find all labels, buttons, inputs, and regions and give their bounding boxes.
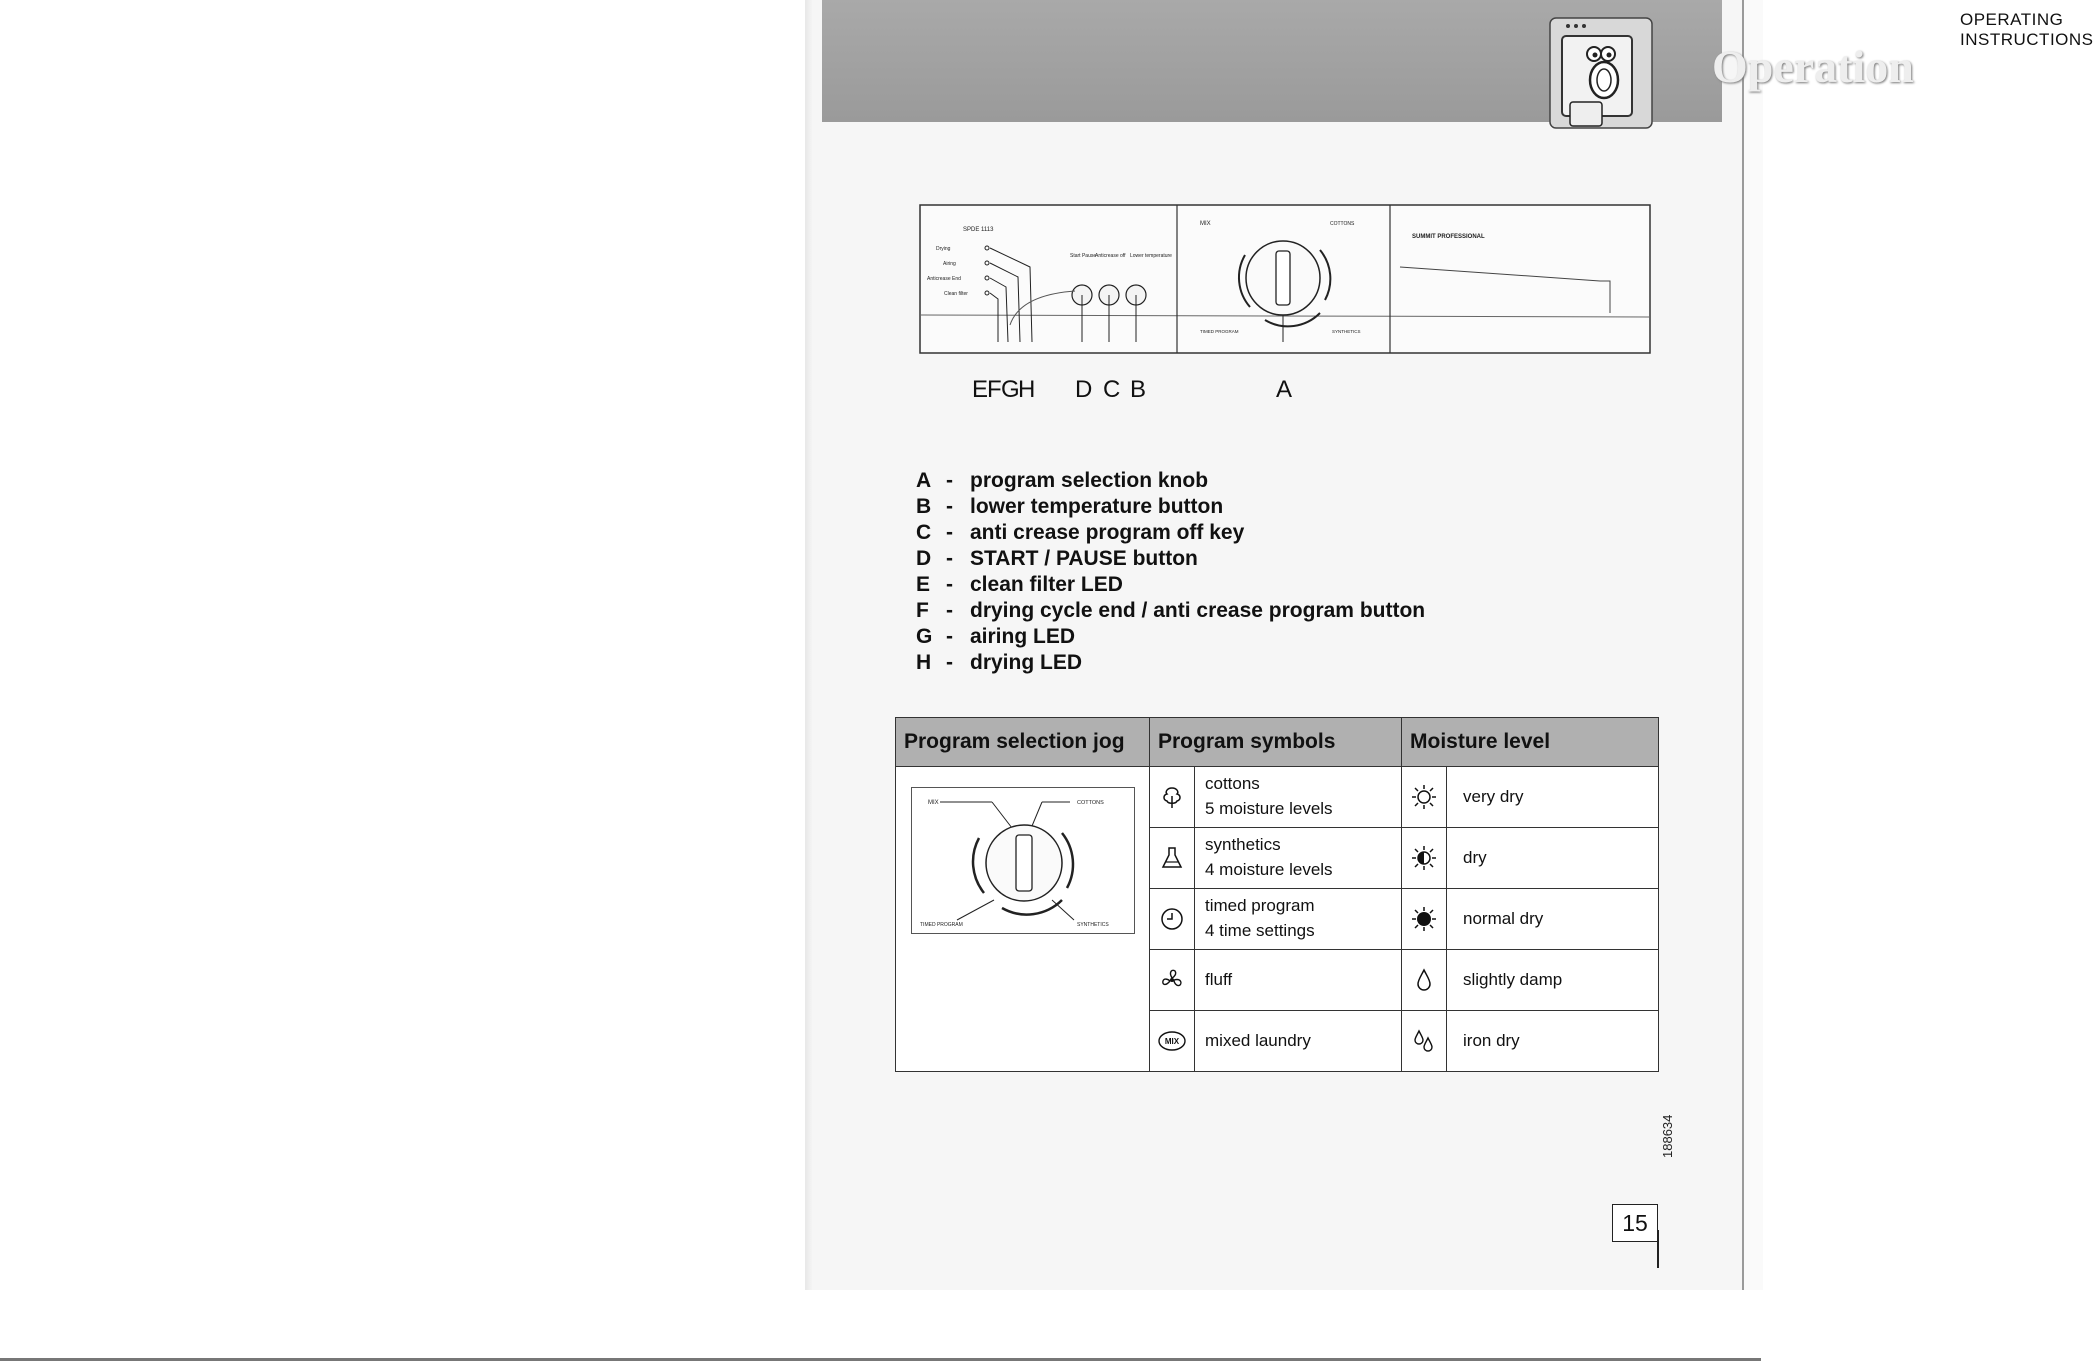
page-title: Operation: [1712, 41, 1914, 92]
jog-label-timed: TIMED PROGRAM: [919, 922, 963, 928]
page-number-rule: [1657, 1230, 1659, 1268]
legend-letter: H: [916, 651, 932, 674]
header-program-symbols: Program symbols: [1150, 718, 1402, 767]
mix-icon: [1157, 1028, 1187, 1054]
washing-machine-mascot-icon: [1548, 14, 1654, 132]
legend-letter: D: [916, 547, 932, 570]
legend-desc: START / PAUSE button: [970, 547, 1198, 570]
program-detail: 5 moisture levels: [1205, 799, 1333, 818]
sun-half-icon: [1411, 845, 1437, 871]
legend-dash: -: [946, 495, 953, 518]
control-panel-diagram: [900, 195, 1660, 405]
legend-letter: E: [916, 573, 931, 596]
sun-full-icon: [1411, 906, 1437, 932]
panel-model-label: SPDE 1113: [963, 227, 994, 233]
moisture-cell: [1402, 828, 1659, 889]
legend-letter: A: [916, 469, 932, 492]
program-name: fluff: [1205, 969, 1233, 989]
legend-item: [916, 546, 1425, 572]
document-code: 188634: [1660, 1114, 1675, 1158]
callout-b: B: [1130, 376, 1147, 403]
moisture-label: iron dry: [1463, 1030, 1520, 1050]
button-label-lower-temp: Lower temperature: [1130, 253, 1172, 259]
legend-desc: drying cycle end / anti crease program button: [970, 599, 1426, 622]
jog-label-mix: MIX: [927, 800, 939, 806]
legend-item: [916, 650, 1425, 676]
led-label-anticrease: Anticrease End: [927, 276, 961, 282]
section-subtitle: OPERATING INSTRUCTIONS: [1960, 10, 2094, 49]
led-label-filter: Clean filter: [944, 291, 968, 297]
legend-desc: airing LED: [970, 625, 1076, 648]
left-blank-page: [0, 0, 805, 1361]
jog-label-synthetics: SYNTHETICS: [1076, 922, 1109, 928]
program-symbol-cell: [1150, 950, 1402, 1011]
legend-item: [916, 494, 1425, 520]
legend-letter: B: [916, 495, 932, 518]
legend-desc: clean filter LED: [970, 573, 1123, 596]
callout-f: F: [987, 376, 1002, 403]
legend-item: [916, 598, 1425, 624]
legend-letter: G: [916, 625, 933, 648]
callout-a: A: [1276, 376, 1293, 403]
callout-c: C: [1103, 376, 1121, 403]
legend-letter: F: [916, 599, 929, 622]
program-detail: 4 time settings: [1205, 921, 1315, 940]
moisture-label: slightly damp: [1463, 969, 1563, 989]
legend-dash: -: [946, 599, 953, 622]
knob-label-synthetics: SYNTHETICS: [1332, 329, 1361, 334]
legend-dash: -: [946, 651, 953, 674]
program-name: mixed laundry: [1205, 1030, 1311, 1050]
brand-label: SUMMIT PROFESSIONAL: [1412, 234, 1485, 240]
legend-item: [916, 468, 1425, 494]
moisture-label: dry: [1463, 847, 1487, 867]
button-label-start: Start Pause: [1070, 253, 1097, 259]
jog-label-cottons: COTTONS: [1076, 800, 1104, 806]
legend-desc: lower temperature button: [970, 495, 1224, 518]
legend-dash: -: [946, 573, 953, 596]
component-legend: [916, 468, 1425, 676]
program-table: [895, 717, 1659, 1072]
legend-desc: program selection knob: [970, 469, 1209, 492]
program-name: cottons: [1205, 774, 1260, 794]
program-name: timed program: [1205, 896, 1315, 916]
program-symbol-cell: [1150, 889, 1402, 950]
moisture-cell: [1402, 1011, 1659, 1072]
program-symbol-cell: [1150, 767, 1402, 828]
drop-icon: [1411, 967, 1437, 993]
program-name: synthetics: [1205, 835, 1281, 855]
callout-e: E: [972, 376, 989, 403]
mix-badge-label: MIX: [1164, 1037, 1180, 1046]
knob-label-cottons: COTTONS: [1330, 221, 1355, 227]
legend-dash: -: [946, 625, 953, 648]
led-label-drying: Drying: [936, 246, 951, 252]
moisture-cell: [1402, 889, 1659, 950]
header-program-selection-jog: Program selection jog: [896, 718, 1150, 767]
legend-dash: -: [946, 547, 953, 570]
button-label-anticrease: Anticrease off: [1095, 253, 1126, 259]
program-symbol-cell: [1150, 1011, 1402, 1072]
header-moisture-level: Moisture level: [1402, 718, 1659, 767]
moisture-label: normal dry: [1463, 908, 1544, 928]
sun-empty-icon: [1411, 784, 1437, 810]
legend-dash: -: [946, 469, 953, 492]
knob-label-timed: TIMED PROGRAM: [1200, 329, 1239, 334]
fan-icon: [1159, 967, 1185, 993]
legend-item: [916, 572, 1425, 598]
callout-g: G: [1001, 376, 1020, 403]
program-jog-dial-illustration: [911, 787, 1135, 934]
synthetics-flask-icon: [1159, 845, 1185, 871]
legend-desc: drying LED: [970, 651, 1083, 674]
legend-desc: anti crease program off key: [970, 521, 1245, 544]
moisture-cell: [1402, 950, 1659, 1011]
cotton-icon: [1159, 784, 1185, 810]
legend-letter: C: [916, 521, 932, 544]
page-number: 15: [1612, 1204, 1658, 1242]
moisture-cell: [1402, 767, 1659, 828]
page-edge: [1742, 0, 1763, 1290]
program-symbol-cell: [1150, 828, 1402, 889]
clock-icon: [1159, 906, 1185, 932]
legend-item: [916, 520, 1425, 546]
callout-h: H: [1018, 376, 1036, 403]
knob-label-mix: MIX: [1200, 221, 1211, 227]
callout-d: D: [1075, 376, 1093, 403]
jog-cell: [896, 767, 1150, 1072]
led-label-airing: Airing: [943, 261, 956, 267]
legend-item: [916, 624, 1425, 650]
legend-dash: -: [946, 521, 953, 544]
program-detail: 4 moisture levels: [1205, 860, 1333, 879]
double-drop-icon: [1411, 1028, 1437, 1054]
moisture-label: very dry: [1463, 786, 1524, 806]
